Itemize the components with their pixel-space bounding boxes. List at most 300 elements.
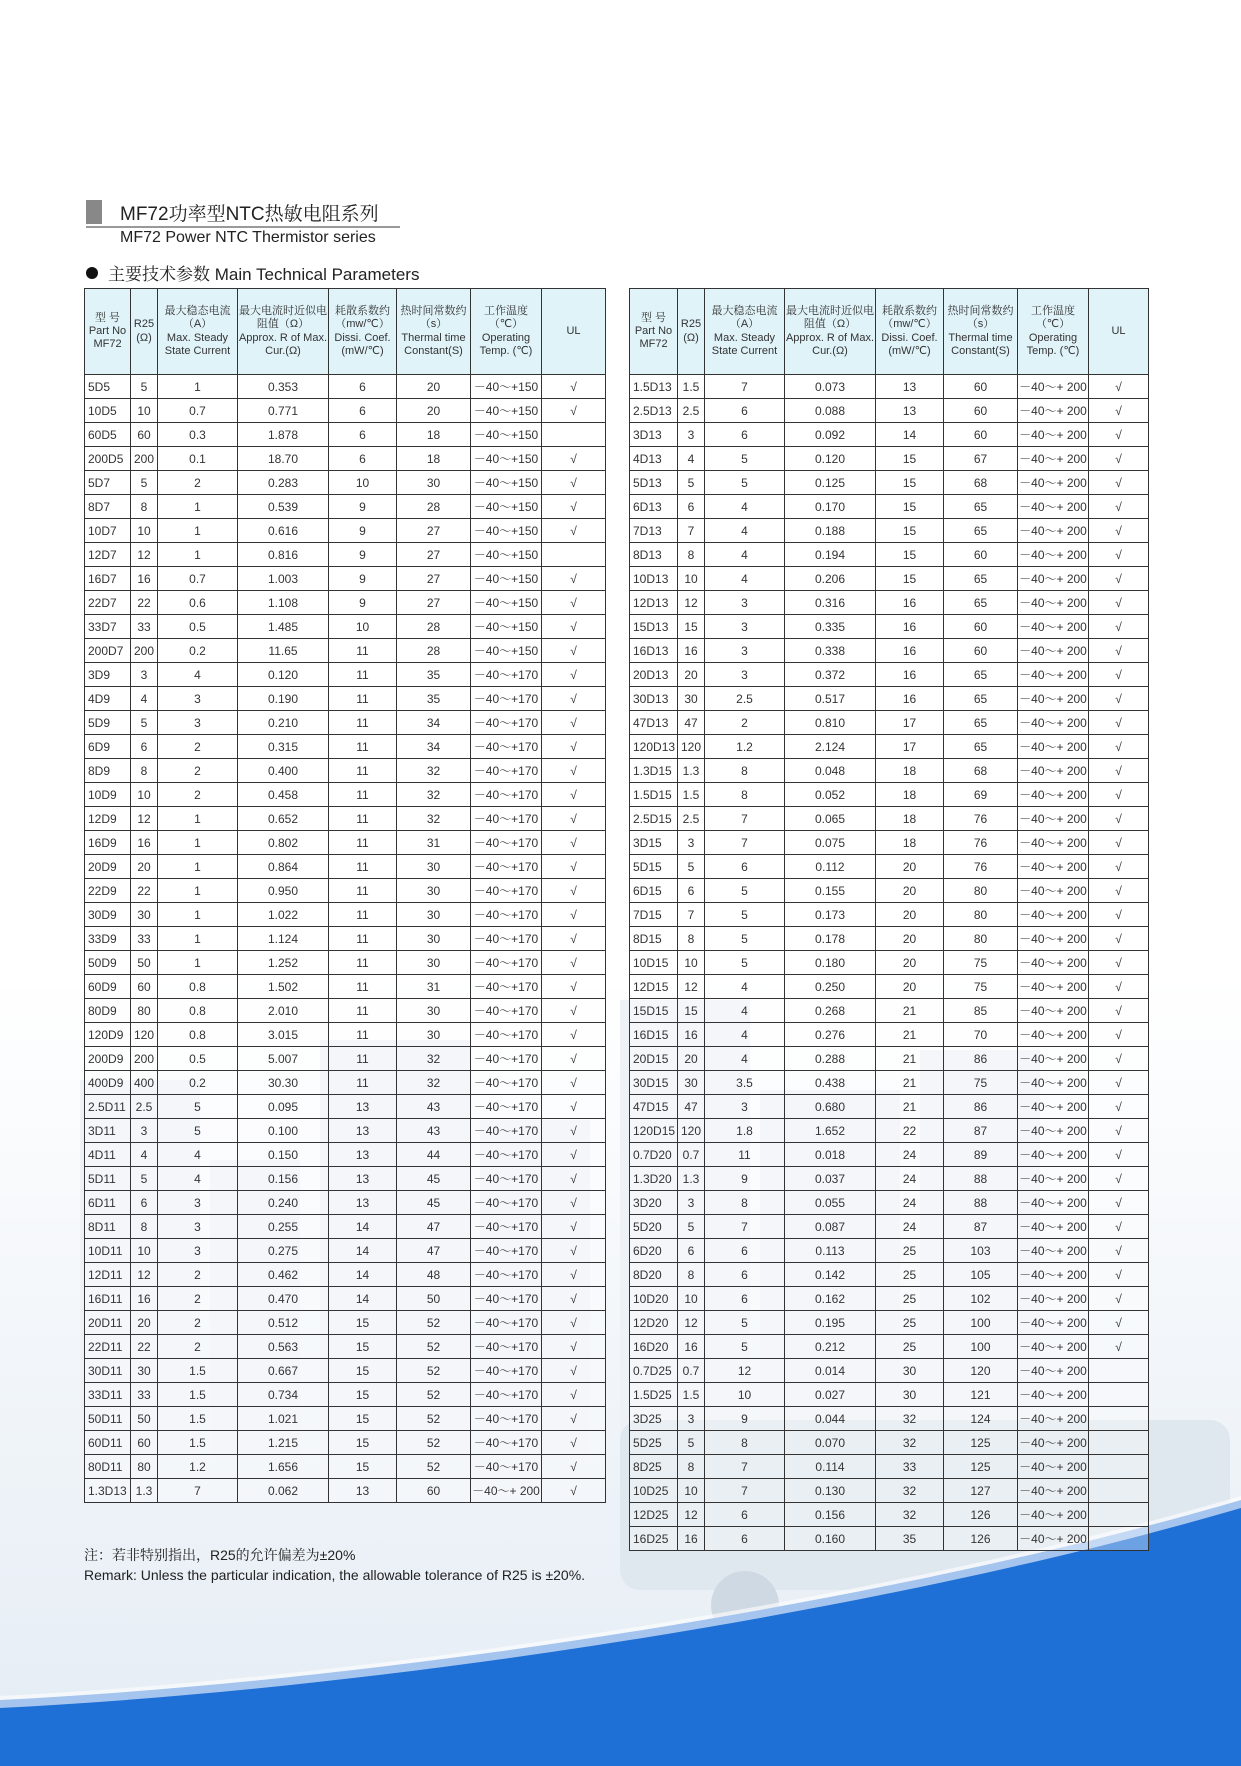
column-header-operating-temp (1018, 289, 1089, 375)
cell-ul: √ (1089, 999, 1149, 1023)
cell-operating-temp: －40～+ 200 (1018, 1071, 1089, 1095)
cell-operating-temp: －40～+170 (471, 1431, 542, 1455)
cell-thermal-time: 103 (944, 1239, 1018, 1263)
cell-max-current: 5 (705, 471, 785, 495)
cell-operating-temp: －40～+ 200 (1018, 687, 1089, 711)
table-row (630, 495, 1149, 519)
cell-r25: 0.7 (678, 1143, 705, 1167)
cell-approx-r: 0.027 (785, 1383, 876, 1407)
cell-part-no: 16D7 (85, 567, 131, 591)
table-row (630, 1311, 1149, 1335)
column-header-en: Thermal time Constant(S) (401, 331, 466, 357)
cell-approx-r: 3.015 (238, 1023, 329, 1047)
cell-max-current: 1.5 (158, 1383, 238, 1407)
cell-thermal-time: 32 (397, 759, 471, 783)
cell-approx-r: 0.092 (785, 423, 876, 447)
cell-part-no: 8D20 (630, 1263, 678, 1287)
cell-part-no: 22D9 (85, 879, 131, 903)
cell-approx-r: 0.113 (785, 1239, 876, 1263)
table-row (85, 975, 606, 999)
cell-operating-temp: －40～+ 200 (1018, 783, 1089, 807)
cell-r25: 50 (131, 1407, 158, 1431)
cell-operating-temp: －40～+ 200 (1018, 1119, 1089, 1143)
column-header-en: Max. Steady State Current (164, 331, 231, 357)
cell-max-current: 8 (705, 759, 785, 783)
cell-thermal-time: 68 (944, 471, 1018, 495)
cell-operating-temp: －40～+150 (471, 567, 542, 591)
cell-ul: √ (1089, 1095, 1149, 1119)
cell-dissi-coef: 11 (329, 855, 397, 879)
cell-operating-temp: －40～+ 200 (1018, 519, 1089, 543)
cell-dissi-coef: 15 (329, 1359, 397, 1383)
cell-dissi-coef: 10 (329, 615, 397, 639)
cell-approx-r: 0.150 (238, 1143, 329, 1167)
column-header-approx-r (238, 289, 329, 375)
cell-dissi-coef: 11 (329, 951, 397, 975)
cell-dissi-coef: 25 (876, 1239, 944, 1263)
cell-r25: 20 (678, 663, 705, 687)
column-header-en: (Ω) (683, 331, 699, 344)
table-row (85, 1479, 606, 1503)
cell-operating-temp: －40～+170 (471, 1047, 542, 1071)
cell-approx-r: 1.124 (238, 927, 329, 951)
table-row (85, 783, 606, 807)
cell-ul: √ (542, 1359, 606, 1383)
cell-dissi-coef: 9 (329, 519, 397, 543)
cell-r25: 12 (131, 807, 158, 831)
cell-part-no: 80D9 (85, 999, 131, 1023)
cell-dissi-coef: 15 (329, 1335, 397, 1359)
table-row (85, 1383, 606, 1407)
cell-max-current: 1 (158, 879, 238, 903)
cell-dissi-coef: 18 (876, 831, 944, 855)
cell-max-current: 4 (158, 663, 238, 687)
cell-dissi-coef: 15 (329, 1383, 397, 1407)
cell-operating-temp: －40～+170 (471, 951, 542, 975)
cell-approx-r: 0.048 (785, 759, 876, 783)
cell-max-current: 1 (158, 543, 238, 567)
cell-operating-temp: －40～+150 (471, 615, 542, 639)
cell-ul (542, 423, 606, 447)
cell-part-no: 12D15 (630, 975, 678, 999)
cell-ul: √ (1089, 855, 1149, 879)
cell-operating-temp: －40～+170 (471, 1359, 542, 1383)
cell-max-current: 0.8 (158, 1023, 238, 1047)
cell-dissi-coef: 6 (329, 447, 397, 471)
cell-operating-temp: －40～+ 200 (1018, 1263, 1089, 1287)
cell-max-current: 4 (705, 999, 785, 1023)
table-row (630, 471, 1149, 495)
cell-part-no: 5D5 (85, 375, 131, 399)
cell-dissi-coef: 13 (329, 1095, 397, 1119)
cell-thermal-time: 34 (397, 735, 471, 759)
spec-table-left (84, 288, 606, 1503)
cell-operating-temp: －40～+170 (471, 927, 542, 951)
cell-ul (1089, 1455, 1149, 1479)
cell-operating-temp: －40～+170 (471, 975, 542, 999)
cell-part-no: 16D15 (630, 1023, 678, 1047)
cell-dissi-coef: 15 (876, 567, 944, 591)
cell-thermal-time: 76 (944, 831, 1018, 855)
cell-part-no: 33D7 (85, 615, 131, 639)
cell-dissi-coef: 15 (876, 471, 944, 495)
cell-operating-temp: －40～+170 (471, 999, 542, 1023)
column-header-cn: 热时间常数约（s） (400, 305, 467, 331)
cell-part-no: 60D9 (85, 975, 131, 999)
cell-thermal-time: 30 (397, 927, 471, 951)
cell-thermal-time: 30 (397, 903, 471, 927)
cell-operating-temp: －40～+ 200 (1018, 567, 1089, 591)
cell-r25: 6 (131, 1191, 158, 1215)
cell-ul: √ (542, 735, 606, 759)
cell-operating-temp: －40～+ 200 (1018, 1359, 1089, 1383)
cell-ul: √ (542, 1311, 606, 1335)
cell-ul (1089, 1431, 1149, 1455)
cell-max-current: 7 (705, 807, 785, 831)
cell-r25: 5 (678, 1431, 705, 1455)
cell-part-no: 10D13 (630, 567, 678, 591)
cell-operating-temp: －40～+170 (471, 1311, 542, 1335)
cell-r25: 8 (678, 543, 705, 567)
cell-thermal-time: 60 (944, 399, 1018, 423)
cell-ul: √ (542, 1191, 606, 1215)
cell-operating-temp: －40～+170 (471, 783, 542, 807)
column-header-ul (1089, 289, 1149, 375)
table-row (630, 423, 1149, 447)
table-row (630, 399, 1149, 423)
cell-approx-r: 0.950 (238, 879, 329, 903)
cell-operating-temp: －40～+ 200 (1018, 1479, 1089, 1503)
cell-max-current: 11 (705, 1143, 785, 1167)
table-row (85, 1119, 606, 1143)
cell-dissi-coef: 9 (329, 591, 397, 615)
cell-part-no: 0.7D20 (630, 1143, 678, 1167)
cell-part-no: 16D11 (85, 1287, 131, 1311)
cell-approx-r: 0.616 (238, 519, 329, 543)
cell-operating-temp: －40～+170 (471, 1143, 542, 1167)
table-row (630, 1191, 1149, 1215)
cell-thermal-time: 76 (944, 807, 1018, 831)
cell-approx-r: 1.502 (238, 975, 329, 999)
cell-r25: 12 (678, 975, 705, 999)
section-heading (86, 260, 419, 285)
cell-part-no: 3D15 (630, 831, 678, 855)
cell-max-current: 5 (705, 879, 785, 903)
cell-ul (1089, 1527, 1149, 1551)
cell-approx-r: 0.212 (785, 1335, 876, 1359)
spec-table-right (629, 288, 1149, 1551)
cell-part-no: 30D9 (85, 903, 131, 927)
column-header-cn: 型 号 (640, 311, 667, 324)
cell-thermal-time: 32 (397, 1047, 471, 1071)
cell-dissi-coef: 9 (329, 567, 397, 591)
cell-operating-temp: －40～+170 (471, 1095, 542, 1119)
cell-ul: √ (1089, 663, 1149, 687)
cell-dissi-coef: 25 (876, 1335, 944, 1359)
cell-r25: 400 (131, 1071, 158, 1095)
cell-thermal-time: 100 (944, 1311, 1018, 1335)
cell-ul: √ (542, 1455, 606, 1479)
cell-r25: 47 (678, 711, 705, 735)
cell-part-no: 15D13 (630, 615, 678, 639)
cell-max-current: 6 (705, 1503, 785, 1527)
cell-ul: √ (542, 999, 606, 1023)
cell-thermal-time: 52 (397, 1311, 471, 1335)
cell-operating-temp: －40～+150 (471, 519, 542, 543)
cell-approx-r: 0.462 (238, 1263, 329, 1287)
cell-max-current: 3 (158, 1239, 238, 1263)
cell-thermal-time: 52 (397, 1383, 471, 1407)
column-header-en: Approx. R of Max. Cur.(Ω) (238, 331, 328, 357)
cell-r25: 22 (131, 879, 158, 903)
cell-thermal-time: 65 (944, 567, 1018, 591)
table-row (630, 591, 1149, 615)
remark-en: Remark: Unless the particular indication, the allowable tolerance of R25 is ±20%. (84, 1567, 586, 1583)
table-row (85, 663, 606, 687)
cell-r25: 30 (131, 903, 158, 927)
cell-approx-r: 0.037 (785, 1167, 876, 1191)
cell-thermal-time: 102 (944, 1287, 1018, 1311)
cell-ul: √ (1089, 903, 1149, 927)
cell-max-current: 7 (705, 831, 785, 855)
cell-operating-temp: －40～+ 200 (1018, 663, 1089, 687)
cell-r25: 12 (131, 543, 158, 567)
cell-r25: 8 (678, 927, 705, 951)
cell-approx-r: 1.652 (785, 1119, 876, 1143)
cell-operating-temp: －40～+ 200 (1018, 807, 1089, 831)
cell-approx-r: 0.112 (785, 855, 876, 879)
cell-operating-temp: －40～+170 (471, 1287, 542, 1311)
cell-thermal-time: 87 (944, 1119, 1018, 1143)
table-row (85, 423, 606, 447)
cell-operating-temp: －40～+ 200 (1018, 1023, 1089, 1047)
cell-part-no: 30D15 (630, 1071, 678, 1095)
cell-part-no: 30D11 (85, 1359, 131, 1383)
cell-ul: √ (1089, 951, 1149, 975)
cell-dissi-coef: 11 (329, 783, 397, 807)
cell-dissi-coef: 13 (329, 1479, 397, 1503)
cell-thermal-time: 65 (944, 711, 1018, 735)
cell-operating-temp: －40～+170 (471, 855, 542, 879)
column-header-max-current (705, 289, 785, 375)
cell-ul: √ (542, 1143, 606, 1167)
column-header-en: Dissi. Coef. (mW/℃) (334, 331, 391, 357)
cell-max-current: 1 (158, 855, 238, 879)
cell-ul: √ (1089, 567, 1149, 591)
cell-r25: 10 (131, 783, 158, 807)
cell-thermal-time: 52 (397, 1431, 471, 1455)
cell-dissi-coef: 32 (876, 1503, 944, 1527)
cell-max-current: 4 (705, 1047, 785, 1071)
table-row (630, 1407, 1149, 1431)
cell-operating-temp: －40～+ 200 (1018, 1287, 1089, 1311)
cell-part-no: 12D9 (85, 807, 131, 831)
cell-approx-r: 0.734 (238, 1383, 329, 1407)
cell-approx-r: 0.810 (785, 711, 876, 735)
cell-approx-r: 0.142 (785, 1263, 876, 1287)
cell-thermal-time: 35 (397, 663, 471, 687)
cell-thermal-time: 32 (397, 783, 471, 807)
cell-thermal-time: 75 (944, 975, 1018, 999)
cell-operating-temp: －40～+150 (471, 447, 542, 471)
cell-r25: 60 (131, 1431, 158, 1455)
cell-r25: 16 (678, 1527, 705, 1551)
cell-ul (1089, 1383, 1149, 1407)
cell-r25: 8 (131, 759, 158, 783)
column-header-thermal-time (397, 289, 471, 375)
cell-r25: 1.3 (678, 1167, 705, 1191)
cell-part-no: 20D13 (630, 663, 678, 687)
cell-part-no: 20D9 (85, 855, 131, 879)
cell-max-current: 5 (705, 1311, 785, 1335)
cell-thermal-time: 27 (397, 567, 471, 591)
cell-dissi-coef: 33 (876, 1455, 944, 1479)
cell-thermal-time: 124 (944, 1407, 1018, 1431)
cell-approx-r: 1.656 (238, 1455, 329, 1479)
cell-part-no: 200D5 (85, 447, 131, 471)
cell-approx-r: 0.539 (238, 495, 329, 519)
cell-thermal-time: 20 (397, 399, 471, 423)
cell-thermal-time: 125 (944, 1431, 1018, 1455)
cell-dissi-coef: 15 (876, 495, 944, 519)
column-header-dissi-coef (329, 289, 397, 375)
cell-operating-temp: －40～+ 200 (1018, 831, 1089, 855)
cell-ul: √ (1089, 447, 1149, 471)
cell-operating-temp: －40～+ 200 (1018, 1455, 1089, 1479)
cell-part-no: 3D20 (630, 1191, 678, 1215)
cell-thermal-time: 18 (397, 423, 471, 447)
cell-thermal-time: 88 (944, 1191, 1018, 1215)
cell-max-current: 1 (158, 951, 238, 975)
cell-max-current: 6 (705, 423, 785, 447)
table-row (85, 471, 606, 495)
cell-max-current: 0.1 (158, 447, 238, 471)
table-row (85, 759, 606, 783)
cell-part-no: 5D20 (630, 1215, 678, 1239)
table-row (630, 1335, 1149, 1359)
cell-dissi-coef: 30 (876, 1383, 944, 1407)
cell-dissi-coef: 11 (329, 759, 397, 783)
cell-part-no: 8D15 (630, 927, 678, 951)
cell-dissi-coef: 21 (876, 1023, 944, 1047)
cell-part-no: 12D20 (630, 1311, 678, 1335)
cell-approx-r: 0.188 (785, 519, 876, 543)
cell-r25: 5 (131, 375, 158, 399)
cell-ul: √ (1089, 783, 1149, 807)
cell-approx-r: 0.173 (785, 903, 876, 927)
cell-ul: √ (1089, 1215, 1149, 1239)
cell-operating-temp: －40～+ 200 (1018, 1167, 1089, 1191)
cell-max-current: 1 (158, 519, 238, 543)
cell-approx-r: 0.206 (785, 567, 876, 591)
cell-r25: 1.5 (678, 1383, 705, 1407)
cell-approx-r: 0.180 (785, 951, 876, 975)
cell-dissi-coef: 25 (876, 1263, 944, 1287)
cell-thermal-time: 126 (944, 1503, 1018, 1527)
cell-part-no: 16D9 (85, 831, 131, 855)
cell-part-no: 20D11 (85, 1311, 131, 1335)
table-row (630, 543, 1149, 567)
cell-approx-r: 0.353 (238, 375, 329, 399)
column-header-cn: 最大电流时近似电阻值（Ω） (239, 305, 327, 331)
cell-approx-r: 0.372 (785, 663, 876, 687)
cell-r25: 15 (678, 999, 705, 1023)
cell-operating-temp: －40～+150 (471, 399, 542, 423)
cell-dissi-coef: 14 (329, 1287, 397, 1311)
cell-approx-r: 0.283 (238, 471, 329, 495)
cell-max-current: 4 (158, 1143, 238, 1167)
cell-approx-r: 0.194 (785, 543, 876, 567)
cell-dissi-coef: 6 (329, 375, 397, 399)
cell-ul: √ (542, 1167, 606, 1191)
cell-ul: √ (1089, 1071, 1149, 1095)
cell-max-current: 5 (158, 1095, 238, 1119)
cell-r25: 120 (678, 1119, 705, 1143)
cell-r25: 16 (131, 567, 158, 591)
cell-part-no: 1.3D20 (630, 1167, 678, 1191)
table-row (85, 1215, 606, 1239)
cell-dissi-coef: 13 (876, 375, 944, 399)
cell-max-current: 0.2 (158, 639, 238, 663)
cell-part-no: 7D13 (630, 519, 678, 543)
cell-max-current: 3 (705, 639, 785, 663)
cell-operating-temp: －40～+ 200 (1018, 1095, 1089, 1119)
cell-dissi-coef: 16 (876, 615, 944, 639)
cell-r25: 33 (131, 615, 158, 639)
cell-ul: √ (1089, 1119, 1149, 1143)
table-row (85, 543, 606, 567)
cell-thermal-time: 65 (944, 663, 1018, 687)
cell-part-no: 10D15 (630, 951, 678, 975)
cell-approx-r: 0.114 (785, 1455, 876, 1479)
cell-r25: 120 (131, 1023, 158, 1047)
cell-thermal-time: 100 (944, 1335, 1018, 1359)
cell-part-no: 4D9 (85, 687, 131, 711)
cell-thermal-time: 121 (944, 1383, 1018, 1407)
cell-max-current: 1 (158, 495, 238, 519)
cell-ul: √ (542, 807, 606, 831)
cell-operating-temp: －40～+170 (471, 1335, 542, 1359)
table-row (630, 1239, 1149, 1263)
title-underline (86, 226, 400, 228)
cell-approx-r: 0.095 (238, 1095, 329, 1119)
table-row (630, 1167, 1149, 1191)
cell-thermal-time: 27 (397, 519, 471, 543)
cell-ul: √ (1089, 591, 1149, 615)
cell-operating-temp: －40～+ 200 (1018, 1407, 1089, 1431)
cell-ul: √ (542, 1215, 606, 1239)
column-header-en: Dissi. Coef. (mW/℃) (881, 331, 938, 357)
cell-max-current: 0.5 (158, 1047, 238, 1071)
cell-dissi-coef: 14 (329, 1215, 397, 1239)
cell-operating-temp: －40～+ 200 (1018, 1503, 1089, 1527)
cell-r25: 80 (131, 999, 158, 1023)
cell-dissi-coef: 16 (876, 663, 944, 687)
table-row (630, 879, 1149, 903)
table-row (630, 807, 1149, 831)
cell-r25: 4 (131, 687, 158, 711)
column-header-cn: 工作温度（℃） (1031, 305, 1075, 331)
cell-part-no: 3D25 (630, 1407, 678, 1431)
cell-approx-r: 0.316 (785, 591, 876, 615)
cell-approx-r: 0.155 (785, 879, 876, 903)
cell-thermal-time: 60 (397, 1479, 471, 1503)
cell-max-current: 2 (158, 759, 238, 783)
cell-operating-temp: －40～+170 (471, 1407, 542, 1431)
cell-max-current: 8 (705, 1191, 785, 1215)
cell-approx-r: 0.160 (785, 1527, 876, 1551)
cell-operating-temp: －40～+150 (471, 543, 542, 567)
